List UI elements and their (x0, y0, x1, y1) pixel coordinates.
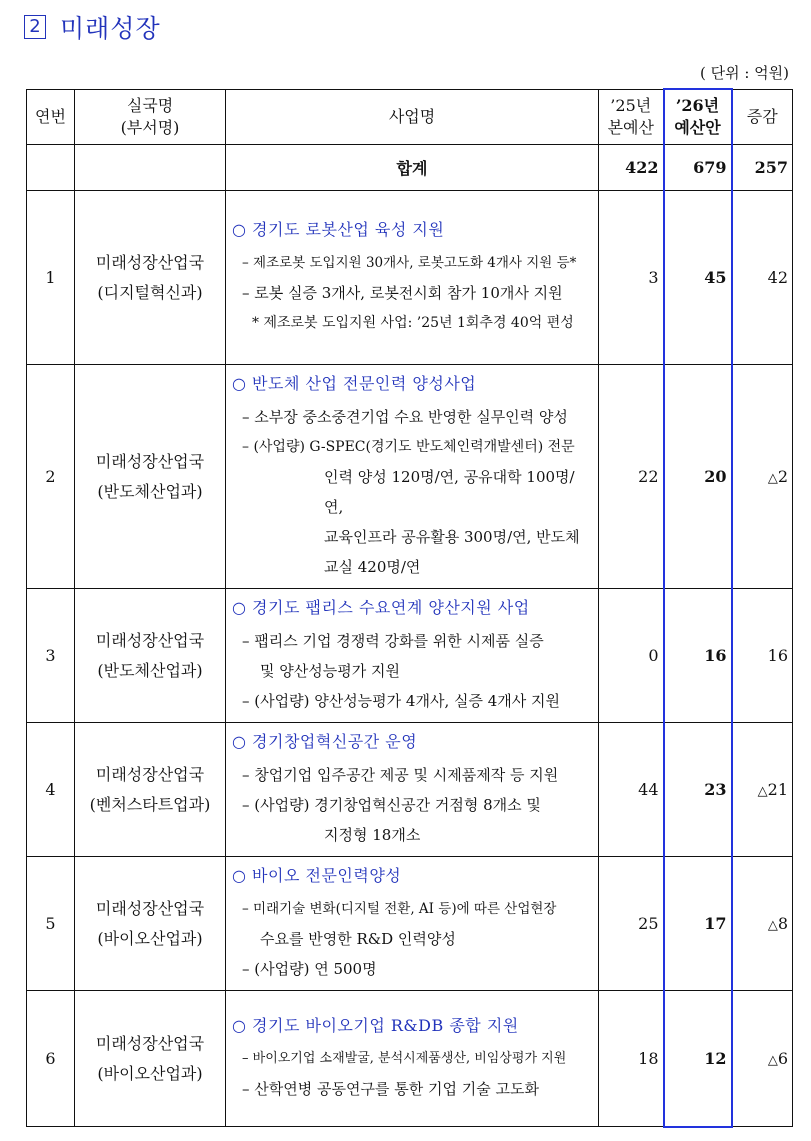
header-prev (599, 89, 664, 145)
project-line: – 로봇 실증 3개사, 로봇전시회 참가 10개사 지원 (242, 284, 563, 302)
change-value: 21 (767, 780, 788, 799)
row-no: 6 (27, 991, 75, 1127)
project-line: – 바이오기업 소재발굴, 분석시제품생산, 비임상평가 지원 (242, 1051, 567, 1066)
total-curr: 679 (664, 145, 732, 191)
header-curr-line1: ’26년 (675, 96, 720, 115)
row-project (226, 991, 599, 1127)
total-no-cell (27, 145, 75, 191)
row-change: 16 (732, 589, 793, 723)
header-dept-line1: 실국명 (126, 95, 174, 115)
row-no: 1 (27, 191, 75, 365)
table-row (27, 723, 793, 857)
row-dept-name: 미래성장산업국 (95, 1033, 205, 1053)
row-dept-division: (벤처스타트업과) (89, 794, 211, 814)
row-dept (75, 991, 226, 1127)
project-title: ○ 경기창업혁신공간 운영 (232, 732, 418, 751)
row-curr: 45 (664, 191, 732, 365)
row-dept (75, 365, 226, 589)
delta-triangle: △ (767, 918, 778, 933)
header-change: 증감 (732, 89, 793, 145)
row-no: 4 (27, 723, 75, 857)
row-prev: 18 (599, 991, 664, 1127)
row-no: 3 (27, 589, 75, 723)
header-curr-line2: 예산안 (674, 118, 721, 137)
project-line: – 창업기업 입주공간 제공 및 시제품제작 등 지원 (242, 766, 559, 784)
row-prev: 22 (599, 365, 664, 589)
row-dept-division: (반도체산업과) (97, 660, 203, 680)
header-prev-line2: 본예산 (607, 117, 654, 137)
total-dept-cell (75, 145, 226, 191)
header-dept (75, 89, 226, 145)
delta-triangle: △ (767, 471, 778, 486)
change-value: 2 (777, 467, 788, 486)
row-change (732, 723, 793, 857)
row-dept (75, 723, 226, 857)
row-dept-division: (바이오산업과) (97, 1063, 203, 1083)
table-row (27, 857, 793, 991)
row-prev: 44 (599, 723, 664, 857)
project-title: ○ 경기도 팹리스 수요연계 양산지원 사업 (232, 598, 530, 617)
project-note: * 제조로봇 도입지원 사업: ’25년 1회추경 40억 편성 (252, 315, 574, 331)
project-line: – (사업량) 양산성능평가 4개사, 실증 4개사 지원 (242, 692, 560, 710)
change-value: 8 (777, 914, 788, 933)
row-dept (75, 191, 226, 365)
project-line: – 미래기술 변화(디지털 전환, AI 등)에 따른 산업현장 (242, 901, 557, 917)
project-line: 교실 420명/연 (324, 558, 421, 576)
row-change (732, 991, 793, 1127)
total-label: 합계 (226, 145, 599, 191)
section-number-box: 2 (24, 15, 46, 39)
section-title (24, 12, 161, 42)
header-dept-line2: (부서명) (120, 117, 180, 137)
row-project (226, 589, 599, 723)
unit-note: ( 단위 : 억원) (699, 64, 789, 82)
row-no: 2 (27, 365, 75, 589)
row-curr: 16 (664, 589, 732, 723)
header-curr (664, 89, 732, 145)
project-line: 교육인프라 공유활용 300명/연, 반도체 (324, 528, 580, 546)
row-dept-name: 미래성장산업국 (95, 252, 205, 272)
header-project: 사업명 (226, 89, 599, 145)
project-title: ○ 경기도 바이오기업 R&DB 종합 지원 (232, 1016, 519, 1035)
row-curr: 23 (664, 723, 732, 857)
row-dept-division: (반도체산업과) (97, 481, 203, 501)
change-value: 6 (777, 1049, 788, 1068)
project-line: 및 양산성능평가 지원 (260, 662, 400, 680)
delta-triangle: △ (767, 1053, 778, 1068)
header-no: 연번 (27, 89, 75, 145)
budget-table (26, 88, 793, 1128)
project-line: – 산학연병 공동연구를 통한 기업 기술 고도화 (242, 1080, 539, 1098)
table-header-row (27, 89, 793, 145)
project-line: 인력 양성 120명/연, 공유대학 100명/연, (324, 468, 575, 516)
table-row (27, 991, 793, 1127)
row-dept-division: (바이오산업과) (97, 928, 203, 948)
row-dept-division: (디지털혁신과) (97, 282, 203, 302)
project-line: – (사업량) G-SPEC(경기도 반도체인력개발센터) 전문 (242, 439, 575, 455)
row-dept-name: 미래성장산업국 (95, 451, 205, 471)
section-title-text: 미래성장 (60, 14, 161, 43)
project-title: ○ 경기도 로봇산업 육성 지원 (232, 220, 445, 239)
row-change: 42 (732, 191, 793, 365)
project-line: – (사업량) 경기창업혁신공간 거점형 8개소 및 (242, 796, 541, 814)
row-dept (75, 589, 226, 723)
project-line: 수요를 반영한 R&D 인력양성 (260, 930, 456, 948)
row-change (732, 365, 793, 589)
row-dept (75, 857, 226, 991)
row-curr: 12 (664, 991, 732, 1127)
delta-triangle: △ (757, 784, 768, 799)
row-dept-name: 미래성장산업국 (95, 630, 205, 650)
project-line: – 팹리스 기업 경쟁력 강화를 위한 시제품 실증 (242, 632, 544, 650)
project-line: – (사업량) 연 500명 (242, 960, 377, 978)
project-line: – 제조로봇 도입지원 30개사, 로봇고도화 4개사 지원 등* (242, 255, 577, 271)
table-row (27, 589, 793, 723)
total-row (27, 145, 793, 191)
row-prev: 25 (599, 857, 664, 991)
table-row (27, 365, 793, 589)
row-project (226, 723, 599, 857)
row-prev: 3 (599, 191, 664, 365)
row-curr: 20 (664, 365, 732, 589)
header-prev-line1: ’25년 (610, 95, 652, 115)
total-prev: 422 (599, 145, 664, 191)
table-row (27, 191, 793, 365)
total-change: 257 (732, 145, 793, 191)
row-project (226, 365, 599, 589)
project-line: – 소부장 중소중견기업 수요 반영한 실무인력 양성 (242, 408, 568, 426)
project-line: 지정형 18개소 (324, 826, 421, 844)
row-curr: 17 (664, 857, 732, 991)
row-dept-name: 미래성장산업국 (95, 898, 205, 918)
project-title: ○ 바이오 전문인력양성 (232, 866, 402, 885)
row-no: 5 (27, 857, 75, 991)
project-title: ○ 반도체 산업 전문인력 양성사업 (232, 374, 477, 393)
row-dept-name: 미래성장산업국 (95, 764, 205, 784)
row-change (732, 857, 793, 991)
row-project (226, 857, 599, 991)
row-prev: 0 (599, 589, 664, 723)
row-project (226, 191, 599, 365)
